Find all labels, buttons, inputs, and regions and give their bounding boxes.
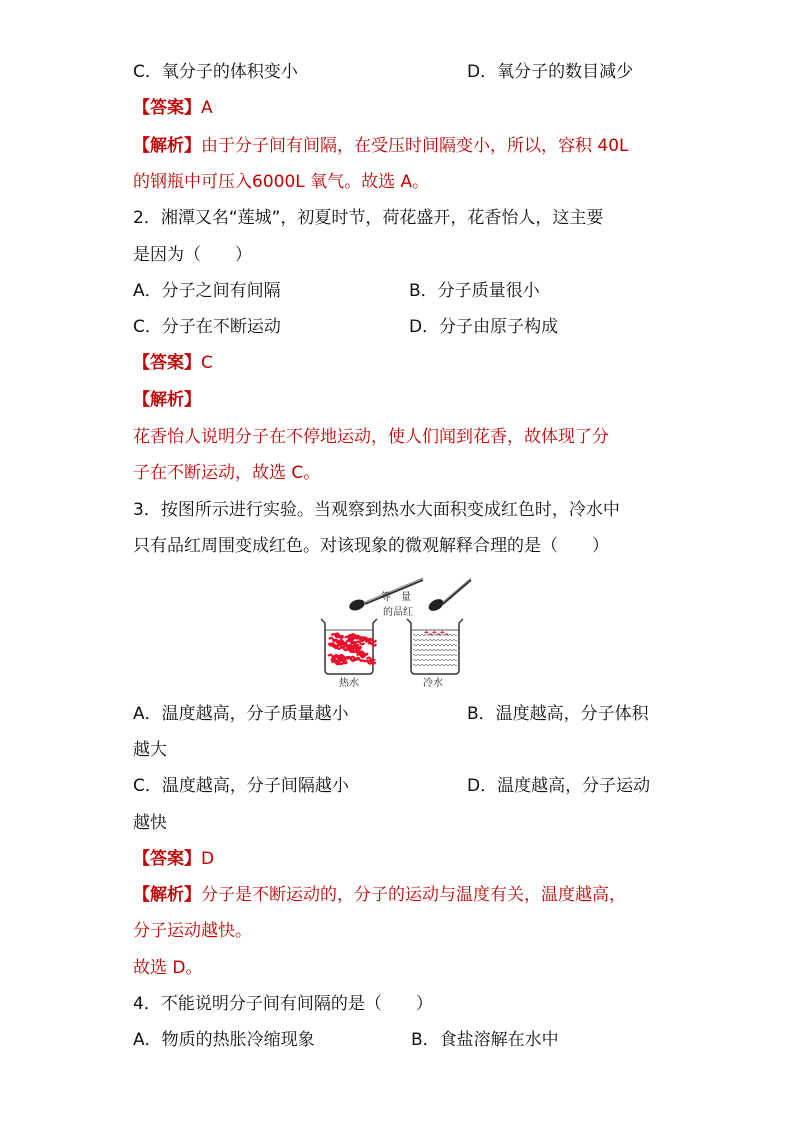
q2-option-d: D．分子由原子构成 (409, 317, 559, 337)
q2-stem-line2: 是因为（ ） (133, 245, 252, 265)
answer-value: A (201, 98, 213, 118)
label-hot-water: 热水 (339, 678, 359, 689)
answer-tag: 【答案】 (133, 98, 201, 118)
q3-stem-line2: 只有品红周围变成红色。对该现象的微观解释合理的是（ ） (133, 536, 609, 556)
cold-dye-particles (425, 632, 448, 635)
q2-analysis-tag-line (133, 388, 201, 412)
q2-option-c: C．分子在不断运动 (133, 317, 281, 337)
water-ripple (413, 634, 457, 636)
q3-answer-line (133, 847, 214, 871)
dye-particle (348, 640, 356, 643)
answer-tag: 【答案】 (133, 353, 201, 373)
answer-value: D (201, 849, 215, 869)
q4-option-b: B．食盐溶解在水中 (411, 1030, 559, 1050)
q3-analysis-line3: 故选 D。 (133, 958, 203, 978)
q4-stem: 4．不能说明分子间有间隔的是（ ） (133, 994, 433, 1014)
analysis-tag: 【解析】 (133, 390, 201, 410)
q1-answer-line (133, 96, 213, 120)
q1-analysis-line2: 的钢瓶中可压入6000L 氧气。故选 A。 (133, 172, 430, 192)
cold-water-ripples (413, 634, 457, 666)
q2-option-a: A．分子之间有间隔 (133, 281, 281, 301)
q2-analysis-line1: 花香怡人说明分子在不停地运动，使人们闻到花香，故体现了分 (133, 427, 609, 447)
answer-tag: 【答案】 (133, 849, 201, 869)
q3-option-b: B．温度越高，分子体积 (467, 704, 649, 724)
dye-particle (441, 632, 444, 633)
analysis-text: 分子是不断运动的，分子的运动与温度有关，温度越高， (201, 885, 626, 905)
q1-option-d: D．氧分子的数目减少 (467, 62, 634, 82)
q4-option-a: A．物质的热胀冷缩现象 (133, 1030, 315, 1050)
q3-analysis-line1 (133, 883, 626, 907)
q3-option-c: C．温度越高，分子间隔越小 (133, 776, 349, 796)
q2-stem-line1: 2．湘潭又名“莲城”，初夏时节，荷花盛开，花香怡人，这主要 (133, 208, 604, 228)
q3-analysis-line2: 分子运动越快。 (133, 921, 252, 941)
analysis-tag: 【解析】 (133, 136, 201, 156)
water-ripple (413, 644, 457, 646)
dye-particle (329, 638, 337, 641)
q1-analysis-line1 (133, 134, 629, 158)
q3-option-d-cont: 越快 (133, 813, 167, 833)
analysis-text: 由于分子间有间隔，在受压时间隔变小，所以，容积 40L (201, 136, 629, 156)
q3-option-a: A．温度越高，分子质量越小 (133, 704, 349, 724)
q2-analysis-line2: 子在不断运动，故选 C。 (133, 463, 321, 483)
analysis-tag: 【解析】 (133, 885, 201, 905)
water-ripple (413, 659, 457, 661)
hot-dye-particles (328, 634, 376, 665)
spoon-right-icon (427, 578, 471, 613)
q2-answer-line (133, 351, 213, 375)
label-dye: 的品红 (383, 607, 413, 618)
dye-particle (433, 632, 436, 633)
water-ripple (413, 654, 457, 656)
water-ripple (413, 639, 457, 641)
experiment-figure (315, 575, 480, 690)
cold-water-beaker (407, 619, 463, 674)
hot-water-beaker (321, 619, 377, 674)
q1-option-c: C．氧分子的体积变小 (133, 62, 298, 82)
q3-option-b-cont: 越大 (133, 740, 167, 760)
label-equal-amount: 等 量 (381, 592, 411, 603)
answer-value: C (201, 353, 213, 373)
label-cold-water: 冷水 (423, 678, 443, 689)
water-ripple (413, 649, 457, 651)
q3-stem-line1: 3．按图所示进行实验。当观察到热水大面积变成红色时，冷水中 (133, 500, 620, 520)
water-ripple (413, 664, 457, 666)
q2-option-b: B．分子质量很小 (409, 281, 540, 301)
q3-option-d: D．温度越高，分子运动 (467, 776, 651, 796)
dye-particle (425, 632, 428, 633)
